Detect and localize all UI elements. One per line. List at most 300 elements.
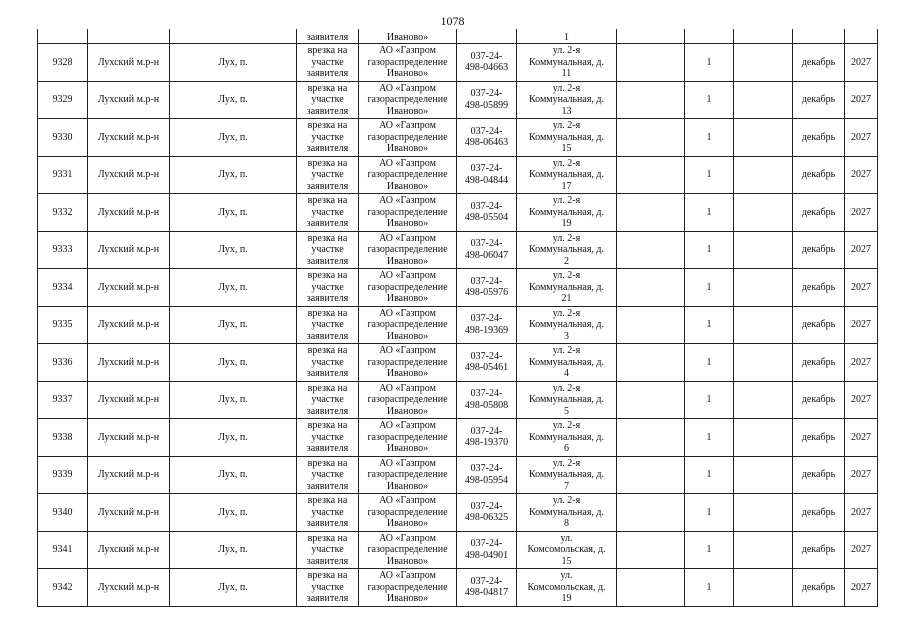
cell-organization-line: газораспределение <box>367 206 448 218</box>
cell-address-line: Коммунальная, д. <box>528 131 605 143</box>
cell-code <box>457 44 517 82</box>
cell-empty <box>734 156 793 194</box>
cell-address-line: Коммунальная, д. <box>528 506 605 518</box>
cell-code-line: 037-24- <box>470 425 503 437</box>
cell-code-line: 037-24- <box>470 200 503 212</box>
cell-work-type-line: врезка на <box>307 420 348 431</box>
cell-work-type-line: участке <box>311 169 344 180</box>
cell-code-line: 037-24- <box>470 538 503 550</box>
cell-code-line: 037-24- <box>470 238 503 250</box>
cell-address-line: ул. 2-я <box>552 457 581 469</box>
cell-organization-line: газораспределение <box>367 319 448 330</box>
table-row <box>38 344 878 382</box>
cell-work-type-line: участке <box>311 431 344 443</box>
cell-organization-line: Иваново» <box>386 105 429 117</box>
table-row <box>38 531 878 569</box>
cell-organization-line: АО «Газпром <box>379 120 436 131</box>
cell-organization-line: АО «Газпром <box>379 157 436 169</box>
cell-code <box>457 81 517 119</box>
cell-address <box>517 306 617 344</box>
table-row <box>38 44 878 82</box>
cell-code-line: 037-24- <box>470 463 503 475</box>
cell-work-type <box>297 81 359 119</box>
cell-organization-line: газораспределение <box>367 544 448 555</box>
cell-address-line: ул. 2-я <box>552 495 581 506</box>
cell-address <box>517 231 617 269</box>
cell-address-line: 6 <box>564 443 569 454</box>
cell-code-line: 498-06047 <box>464 249 509 261</box>
cell-month: декабрь <box>793 456 845 494</box>
cell-address-line: 11 <box>561 68 572 79</box>
cell-qty: 1 <box>685 44 734 82</box>
cell-address <box>517 456 617 494</box>
cell-code <box>457 569 517 607</box>
cell-organization-line: АО «Газпром <box>379 532 436 544</box>
cell-year: 2027 <box>845 306 878 344</box>
cell-qty: 1 <box>685 569 734 607</box>
cell-address-line: 2 <box>564 255 569 267</box>
cell-address <box>517 419 617 457</box>
cell-organization-line: Иваново» <box>386 68 429 79</box>
cell-address-line: ул. 2-я <box>552 270 581 281</box>
cell-district: Лухский м.р-н <box>88 306 170 344</box>
cell-locality: Лух, п. <box>170 119 297 157</box>
cell-organization-line: газораспределение <box>367 169 448 180</box>
cell-empty <box>617 156 685 194</box>
cell-district: Лухский м.р-н <box>88 456 170 494</box>
cell-locality: Лух, п. <box>170 456 297 494</box>
cell-work-type <box>297 44 359 82</box>
cell-address-line: ул. 2-я <box>552 307 581 319</box>
cell-month: декабрь <box>793 531 845 569</box>
cell-locality <box>170 29 297 44</box>
cell-num: 9328 <box>38 44 88 82</box>
cell-year: 2027 <box>845 456 878 494</box>
cell-address-line: Коммунальная, д. <box>528 469 605 480</box>
cell-code-line: 498-05504 <box>464 212 509 224</box>
cell-organization-line: газораспределение <box>367 281 448 293</box>
cell-work-type-line: врезка на <box>307 270 348 281</box>
cell-code-line: 498-04901 <box>464 549 509 561</box>
cell-organization <box>359 194 457 232</box>
cell-locality: Лух, п. <box>170 531 297 569</box>
cell-code-line: 498-05976 <box>464 287 509 299</box>
cell-qty: 1 <box>685 456 734 494</box>
cell-work-type-line: участке <box>311 56 344 68</box>
cell-code-line: 498-06463 <box>464 137 509 149</box>
cell-year: 2027 <box>845 156 878 194</box>
cell-address-line: 8 <box>564 518 569 529</box>
cell-empty <box>617 306 685 344</box>
cell-locality: Лух, п. <box>170 81 297 119</box>
cell-address-line: ул. 2-я <box>552 345 581 356</box>
cell-district: Лухский м.р-н <box>88 569 170 607</box>
cell-year: 2027 <box>845 344 878 382</box>
cell-year: 2027 <box>845 194 878 232</box>
table-row <box>38 494 878 532</box>
cell-organization <box>359 156 457 194</box>
cell-address-line: ул. 2-я <box>552 157 581 169</box>
cell-year: 2027 <box>845 44 878 82</box>
cell-organization-line: Иваново» <box>386 143 429 154</box>
cell-address <box>517 531 617 569</box>
cell-empty <box>734 306 793 344</box>
cell-work-type-line: заявителя <box>306 368 349 379</box>
cell-address-line: Коммунальная, д. <box>528 394 605 405</box>
cell-address-line: 17 <box>561 180 572 192</box>
cell-organization <box>359 531 457 569</box>
cell-address-line: ул. 2-я <box>552 420 581 431</box>
cell-work-type-line: врезка на <box>307 82 348 94</box>
cell-organization <box>359 81 457 119</box>
cell-code <box>457 306 517 344</box>
cell-organization <box>359 44 457 82</box>
cell-locality: Лух, п. <box>170 494 297 532</box>
table-row <box>38 81 878 119</box>
cell-work-type-line: заявителя <box>306 68 349 79</box>
cell-organization-line: АО «Газпром <box>379 495 436 506</box>
cell-organization <box>359 344 457 382</box>
cell-address <box>517 494 617 532</box>
cell-district: Лухский м.р-н <box>88 44 170 82</box>
cell-month: декабрь <box>793 494 845 532</box>
cell-empty <box>617 29 685 44</box>
cell-code <box>457 381 517 419</box>
cell-organization-line: Иваново» <box>386 480 429 492</box>
cell-num <box>38 29 88 44</box>
cell-district: Лухский м.р-н <box>88 269 170 307</box>
cell-code-line: 498-19370 <box>464 437 509 449</box>
cell-empty <box>734 44 793 82</box>
cell-district: Лухский м.р-н <box>88 381 170 419</box>
cell-work-type-line: врезка на <box>307 570 348 581</box>
cell-address-line: 13 <box>561 105 572 117</box>
cell-locality: Лух, п. <box>170 194 297 232</box>
table-row <box>38 419 878 457</box>
cell-work-type-line: врезка на <box>307 232 348 244</box>
cell-work-type-line: участке <box>311 94 344 105</box>
cell-address-line: Коммунальная, д. <box>528 206 605 218</box>
cell-address-line: Коммунальная, д. <box>528 244 605 255</box>
cell-empty <box>734 194 793 232</box>
cell-organization <box>359 306 457 344</box>
cell-year: 2027 <box>845 231 878 269</box>
cell-organization-line: Иваново» <box>386 593 429 604</box>
cell-num: 9336 <box>38 344 88 382</box>
cell-month: декабрь <box>793 269 845 307</box>
cell-address-line: 3 <box>564 330 569 342</box>
cell-locality: Лух, п. <box>170 344 297 382</box>
cell-work-type-line: заявителя <box>306 480 349 492</box>
table-row-continued <box>38 29 878 44</box>
table-row <box>38 119 878 157</box>
cell-num: 9333 <box>38 231 88 269</box>
cell-empty <box>617 569 685 607</box>
cell-organization <box>359 569 457 607</box>
cell-organization <box>359 456 457 494</box>
cell-month: декабрь <box>793 419 845 457</box>
cell-work-type-line: участке <box>311 356 344 368</box>
cell-work-type-line: врезка на <box>307 120 348 131</box>
cell-work-type <box>297 156 359 194</box>
cell-work-type-line: участке <box>311 581 344 593</box>
cell-work-type-line: участке <box>311 544 344 555</box>
cell-address-line: ул. <box>560 532 573 544</box>
cell-num: 9342 <box>38 569 88 607</box>
cell-work-type <box>297 194 359 232</box>
cell-address <box>517 569 617 607</box>
cell-address <box>517 119 617 157</box>
cell-month: декабрь <box>793 156 845 194</box>
cell-work-type-line: врезка на <box>307 532 348 544</box>
cell-address-line: 7 <box>564 480 569 492</box>
cell-code-line: 037-24- <box>470 313 503 325</box>
cell-empty <box>734 419 793 457</box>
cell-organization-line: Иваново» <box>386 180 429 192</box>
cell-organization-line: АО «Газпром <box>379 270 436 281</box>
cell-code-line: 498-19369 <box>464 324 509 336</box>
cell-organization: Иваново» <box>359 29 457 44</box>
table-row <box>38 456 878 494</box>
cell-empty <box>617 269 685 307</box>
cell-code <box>457 231 517 269</box>
cell-code-line: 037-24- <box>470 125 503 137</box>
cell-locality: Лух, п. <box>170 419 297 457</box>
cell-month: декабрь <box>793 569 845 607</box>
cell-district: Лухский м.р-н <box>88 531 170 569</box>
cell-organization-line: Иваново» <box>386 330 429 342</box>
cell-code <box>457 269 517 307</box>
table-row <box>38 269 878 307</box>
cell-organization-line: АО «Газпром <box>379 307 436 319</box>
cell-year: 2027 <box>845 569 878 607</box>
cell-organization-line: АО «Газпром <box>379 420 436 431</box>
cell-locality: Лух, п. <box>170 381 297 419</box>
cell-organization-line: АО «Газпром <box>379 382 436 394</box>
cell-work-type-line: участке <box>311 506 344 518</box>
cell-num: 9340 <box>38 494 88 532</box>
cell-qty: 1 <box>685 156 734 194</box>
cell-work-type <box>297 269 359 307</box>
cell-district: Лухский м.р-н <box>88 344 170 382</box>
cell-district: Лухский м.р-н <box>88 119 170 157</box>
cell-code <box>457 119 517 157</box>
cell-year: 2027 <box>845 119 878 157</box>
cell-code-line: 498-05954 <box>464 474 509 486</box>
cell-empty <box>617 44 685 82</box>
cell-code-line: 037-24- <box>470 500 503 512</box>
cell-organization-line: Иваново» <box>386 368 429 379</box>
cell-year: 2027 <box>845 81 878 119</box>
cell-address-line: Коммунальная, д. <box>528 94 605 105</box>
cell-qty: 1 <box>685 194 734 232</box>
cell-locality: Лух, п. <box>170 44 297 82</box>
cell-organization-line: газораспределение <box>367 56 448 68</box>
cell-locality: Лух, п. <box>170 231 297 269</box>
cell-address-line: ул. <box>560 570 573 581</box>
cell-address-line: ул. 2-я <box>552 120 581 131</box>
cell-empty <box>617 344 685 382</box>
cell-work-type-line: заявителя <box>306 218 349 229</box>
cell-address-line: ул. 2-я <box>552 195 581 206</box>
cell-num: 9334 <box>38 269 88 307</box>
cell-organization-line: Иваново» <box>386 405 429 417</box>
cell-organization-line: газораспределение <box>367 581 448 593</box>
cell-address-line: Коммунальная, д. <box>528 431 605 443</box>
cell-empty <box>734 569 793 607</box>
cell-work-type-line: участке <box>311 206 344 218</box>
cell-work-type-line: заявителя <box>306 518 349 529</box>
cell-address <box>517 156 617 194</box>
cell-code <box>457 456 517 494</box>
cell-work-type-line: участке <box>311 281 344 293</box>
cell-year: 2027 <box>845 531 878 569</box>
cell-work-type-line: врезка на <box>307 157 348 169</box>
cell-code-line: 037-24- <box>470 575 503 587</box>
cell-address-line: 19 <box>561 593 572 604</box>
cell-work-type-line: заявителя <box>306 255 349 267</box>
cell-year: 2027 <box>845 381 878 419</box>
cell-work-type-line: врезка на <box>307 495 348 506</box>
cell-locality: Лух, п. <box>170 156 297 194</box>
cell-district: Лухский м.р-н <box>88 194 170 232</box>
cell-empty <box>617 119 685 157</box>
cell-code <box>457 29 517 44</box>
cell-organization-line: Иваново» <box>386 293 429 304</box>
cell-address-line: Коммунальная, д. <box>528 281 605 293</box>
cell-empty <box>734 231 793 269</box>
cell-code-line: 037-24- <box>470 163 503 175</box>
page-number: 1078 <box>440 14 465 28</box>
cell-organization-line: Иваново» <box>386 255 429 267</box>
cell-address-line: ул. 2-я <box>552 45 581 56</box>
cell-organization-line: Иваново» <box>386 518 429 529</box>
cell-qty: 1 <box>685 306 734 344</box>
cell-work-type-line: заявителя <box>306 555 349 567</box>
cell-empty <box>734 81 793 119</box>
cell-code-line: 037-24- <box>470 388 503 400</box>
cell-address <box>517 344 617 382</box>
cell-year: 2027 <box>845 494 878 532</box>
cell-address-line: ул. 2-я <box>552 382 581 394</box>
cell-district: Лухский м.р-н <box>88 494 170 532</box>
cell-organization-line: АО «Газпром <box>379 195 436 206</box>
cell-organization-line: АО «Газпром <box>379 345 436 356</box>
table-row <box>38 381 878 419</box>
cell-address-line: ул. 2-я <box>552 82 581 94</box>
cell-address-line: 21 <box>561 293 572 304</box>
cell-month: декабрь <box>793 194 845 232</box>
cell-work-type <box>297 531 359 569</box>
cell-address-line: 5 <box>564 405 569 417</box>
cell-work-type-line: заявителя <box>306 593 349 604</box>
cell-qty: 1 <box>685 531 734 569</box>
cell-organization-line: АО «Газпром <box>379 570 436 581</box>
cell-organization-line: АО «Газпром <box>379 45 436 56</box>
cell-address: 1 <box>517 29 617 44</box>
cell-qty: 1 <box>685 344 734 382</box>
cell-empty <box>617 419 685 457</box>
cell-work-type-line: участке <box>311 244 344 255</box>
table-row <box>38 306 878 344</box>
cell-month: декабрь <box>793 381 845 419</box>
cell-address <box>517 381 617 419</box>
cell-work-type-line: врезка на <box>307 307 348 319</box>
cell-work-type-line: заявителя <box>306 330 349 342</box>
cell-organization-line: газораспределение <box>367 94 448 105</box>
cell-district: Лухский м.р-н <box>88 81 170 119</box>
cell-empty <box>617 494 685 532</box>
cell-work-type <box>297 456 359 494</box>
cell-empty <box>617 194 685 232</box>
cell-qty: 1 <box>685 231 734 269</box>
cell-work-type: заявителя <box>297 29 359 44</box>
cell-num: 9341 <box>38 531 88 569</box>
cell-organization-line: газораспределение <box>367 394 448 405</box>
cell-empty <box>617 381 685 419</box>
cell-work-type-line: заявителя <box>306 105 349 117</box>
cell-work-type <box>297 231 359 269</box>
cell-qty: 1 <box>685 494 734 532</box>
cell-empty <box>617 531 685 569</box>
cell-num: 9330 <box>38 119 88 157</box>
cell-address-line: 15 <box>561 143 572 154</box>
cell-code <box>457 156 517 194</box>
cell-num: 9335 <box>38 306 88 344</box>
cell-qty: 1 <box>685 119 734 157</box>
cell-code-line: 498-04844 <box>464 174 509 186</box>
cell-district <box>88 29 170 44</box>
cell-work-type-line: заявителя <box>306 293 349 304</box>
cell-organization <box>359 269 457 307</box>
cell-organization-line: Иваново» <box>386 555 429 567</box>
table-body <box>38 29 878 606</box>
cell-organization-line: газораспределение <box>367 244 448 255</box>
cell-work-type <box>297 306 359 344</box>
cell-empty <box>734 29 793 44</box>
cell-work-type-line: участке <box>311 469 344 480</box>
cell-work-type-line: заявителя <box>306 443 349 454</box>
cell-work-type <box>297 344 359 382</box>
cell-empty <box>734 381 793 419</box>
cell-month: декабрь <box>793 344 845 382</box>
cell-month: декабрь <box>793 119 845 157</box>
cell-address-line: 19 <box>561 218 572 229</box>
cell-month: декабрь <box>793 231 845 269</box>
cell-address-line: Комсомольская, д. <box>527 581 606 593</box>
cell-organization-line: Иваново» <box>386 218 429 229</box>
cell-empty <box>734 344 793 382</box>
cell-district: Лухский м.р-н <box>88 419 170 457</box>
cell-organization-line: газораспределение <box>367 469 448 480</box>
cell-code-line: 498-05899 <box>464 99 509 111</box>
cell-work-type-line: участке <box>311 394 344 405</box>
cell-num: 9337 <box>38 381 88 419</box>
cell-locality: Лух, п. <box>170 269 297 307</box>
cell-district: Лухский м.р-н <box>88 156 170 194</box>
cell-month: декабрь <box>793 306 845 344</box>
table-row <box>38 569 878 607</box>
cell-organization-line: газораспределение <box>367 431 448 443</box>
cell-address <box>517 44 617 82</box>
cell-work-type-line: врезка на <box>307 457 348 469</box>
cell-num: 9339 <box>38 456 88 494</box>
cell-address-line: Коммунальная, д. <box>528 169 605 180</box>
cell-address-line: ул. 2-я <box>552 232 581 244</box>
cell-organization <box>359 119 457 157</box>
cell-organization-line: газораспределение <box>367 356 448 368</box>
cell-address-line: Коммунальная, д. <box>528 319 605 330</box>
